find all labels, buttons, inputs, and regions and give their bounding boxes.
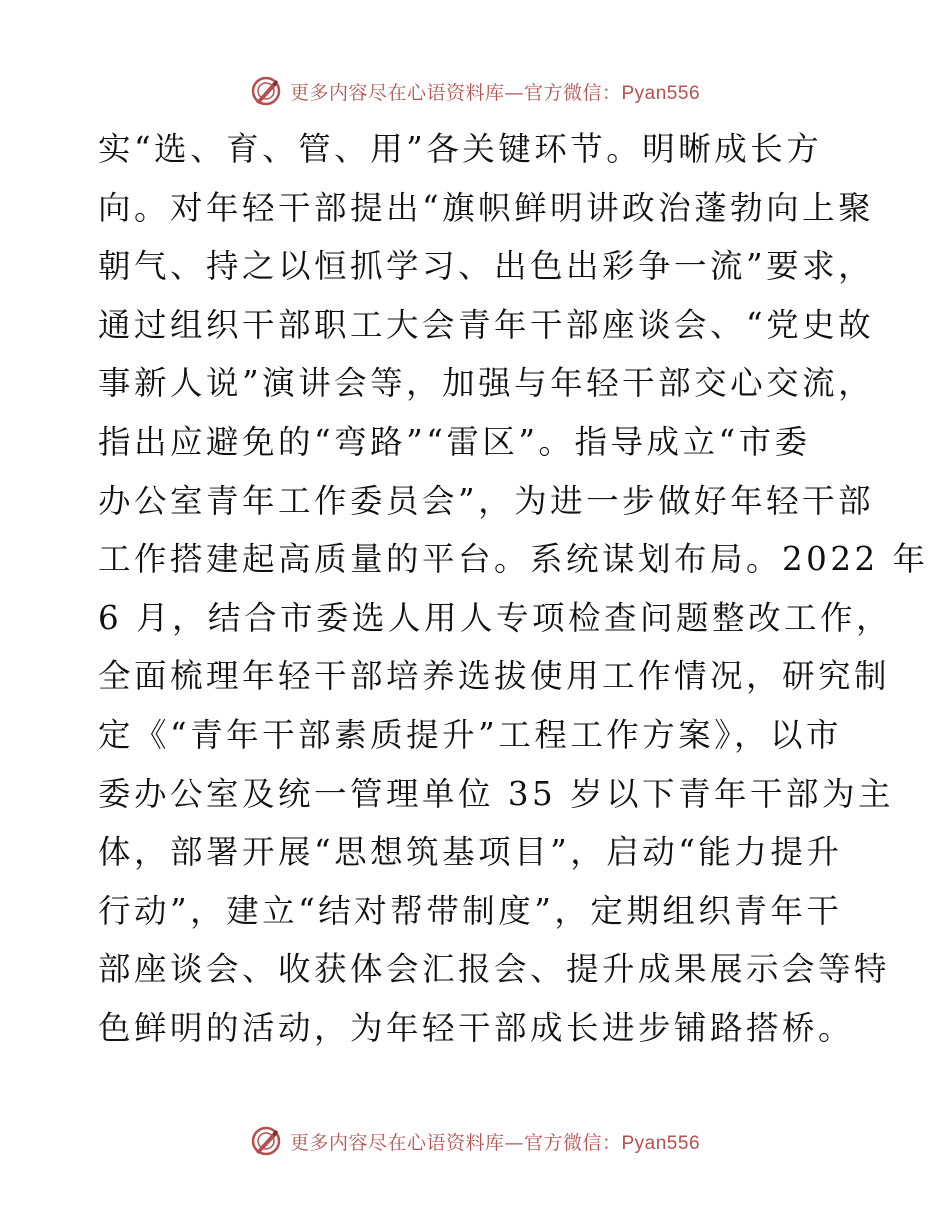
text-line: 事新人说”演讲会等，加强与年轻干部交心交流， — [98, 364, 875, 403]
watermark-text-cn: 更多内容尽在心语资料库—官方微信： — [289, 1131, 622, 1154]
text-line: 朝气、持之以恒抓学习、出色出彩争一流”要求， — [98, 247, 875, 286]
text-line: 定《“青年干部素质提升”工程工作方案》，以市 — [98, 715, 842, 754]
text-line: 实“选、育、管、用”各关键环节。明晰成长方 — [98, 130, 823, 168]
watermark-wechat-id: Pyan556 — [621, 82, 701, 104]
text-line: 色鲜明的活动，为年轻干部成长进步铺路搭桥。 — [98, 1008, 855, 1047]
text-line: 部座谈会、收获体会汇报会、提升成果展示会等特 — [98, 950, 891, 989]
watermark-text — [290, 1128, 700, 1155]
text-line: 指出应避免的“弯路”“雷区”。指导成立“市委 — [98, 422, 811, 461]
watermark-footer — [0, 1124, 950, 1158]
text-line: 办公室青年工作委员会”，为进一步做好年轻干部 — [98, 481, 875, 520]
text-line: 工作搭建起高质量的平台。系统谋划布局。2022 年 — [98, 540, 929, 579]
text-line: 全面梳理年轻干部培养选拔使用工作情况，研究制 — [98, 657, 891, 696]
text-line: 通过组织干部职工大会青年干部座谈会、“党史故 — [98, 305, 875, 344]
text-line: 向。对年轻干部提出“旗帜鲜明讲政治蓬勃向上聚 — [98, 188, 875, 227]
pen-logo-icon — [250, 75, 282, 107]
pen-logo-icon — [250, 1125, 282, 1157]
watermark-text — [290, 78, 700, 105]
text-line: 委办公室及统一管理单位 35 岁以下青年干部为主 — [98, 774, 895, 813]
text-line: 6 月，结合市委选人用人专项检查问题整改工作， — [98, 598, 893, 637]
watermark-text-cn: 更多内容尽在心语资料库—官方微信： — [289, 81, 622, 104]
text-line: 行动”，建立“结对帮带制度”，定期组织青年干 — [98, 891, 843, 930]
watermark-wechat-id: Pyan556 — [621, 1132, 701, 1154]
text-line: 体，部署开展“思想筑基项目”，启动“能力提升 — [98, 833, 843, 872]
body-paragraph — [98, 120, 929, 1058]
watermark-header — [0, 74, 950, 108]
